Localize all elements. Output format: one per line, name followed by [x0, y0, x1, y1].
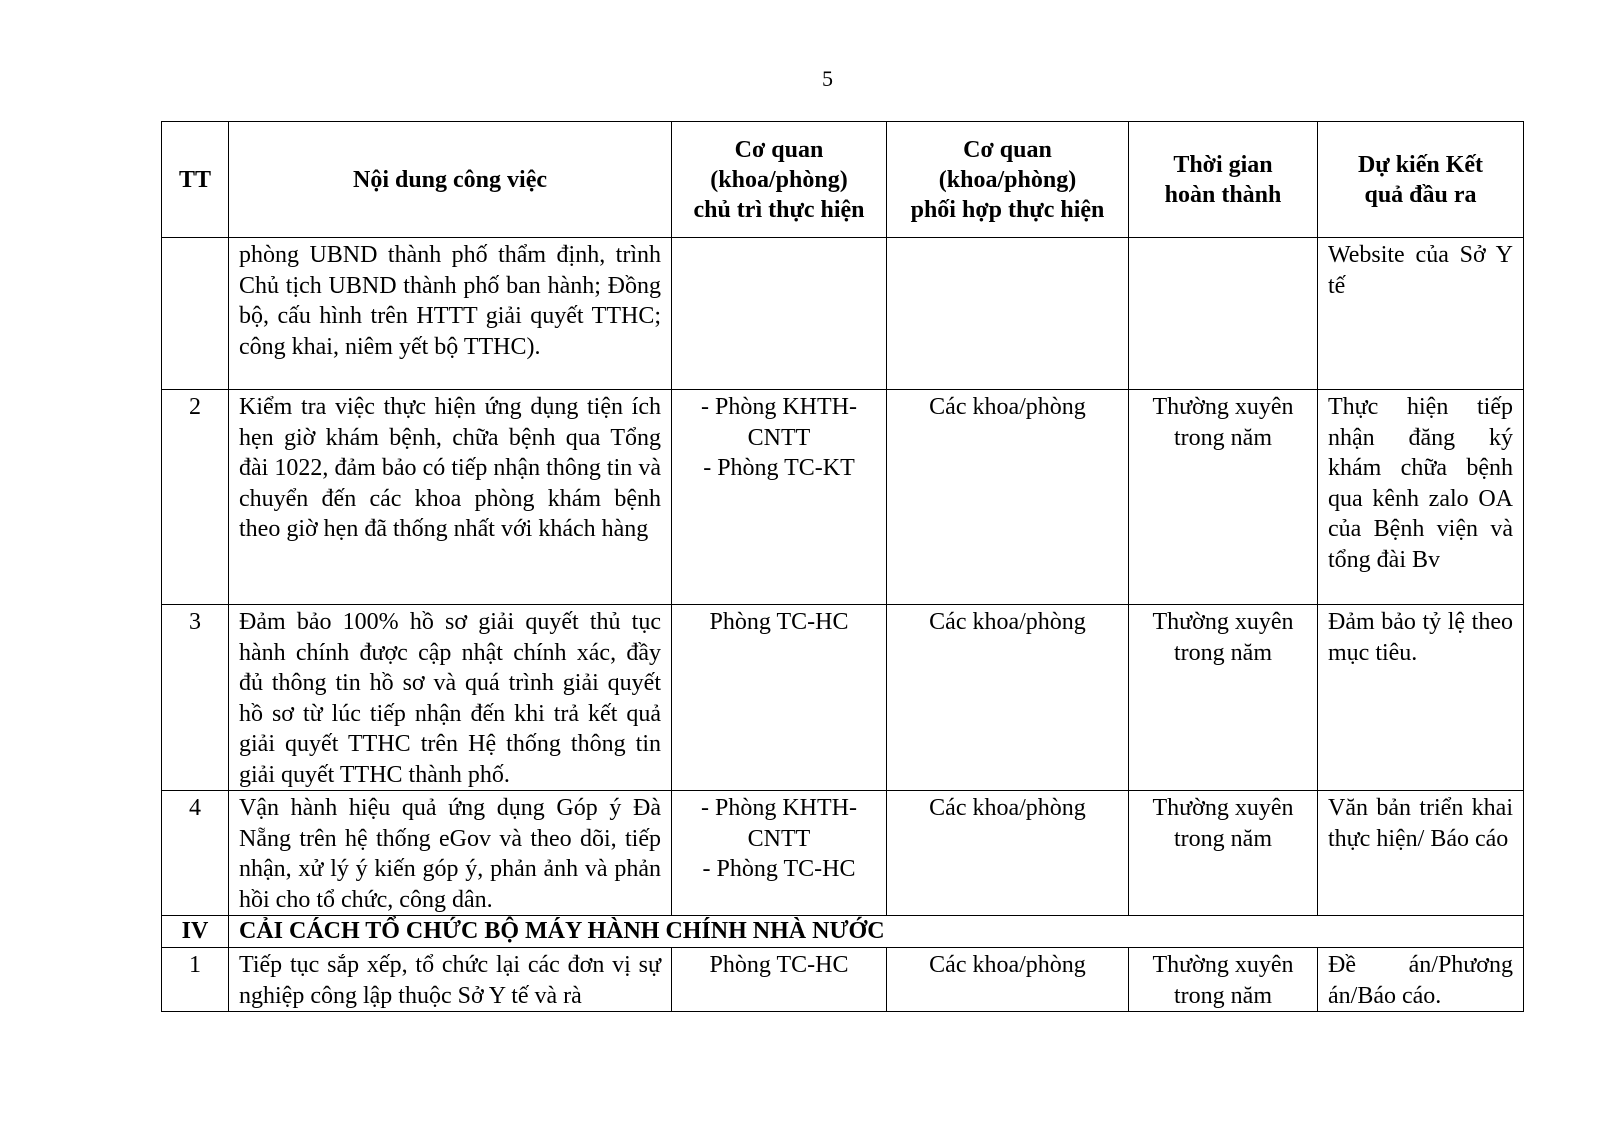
row-tt: 1	[162, 948, 229, 1012]
header-output: Dự kiến Kết quả đầu ra	[1318, 122, 1524, 238]
row-tt: 2	[162, 390, 229, 605]
table-row	[162, 605, 1524, 791]
row-coop-unit: Các khoa/phòng	[887, 390, 1129, 605]
row-output: Website của Sở Y tế	[1318, 238, 1524, 390]
header-lead-unit: Cơ quan (khoa/phòng) chủ trì thực hiện	[672, 122, 887, 238]
table-row	[162, 390, 1524, 605]
work-plan-table	[161, 121, 1524, 1012]
page-number: 5	[822, 66, 833, 91]
row-output: Đảm bảo tỷ lệ theo mục tiêu.	[1318, 605, 1524, 791]
row-coop-unit: Các khoa/phòng	[887, 791, 1129, 916]
section-title: CẢI CÁCH TỔ CHỨC BỘ MÁY HÀNH CHÍNH NHÀ NƯỚC	[229, 916, 1524, 948]
row-lead-unit: - Phòng KHTH- CNTT - Phòng TC-KT	[672, 390, 887, 605]
table-row	[162, 948, 1524, 1012]
row-tt: 3	[162, 605, 229, 791]
row-tt	[162, 238, 229, 390]
row-coop-unit	[887, 238, 1129, 390]
header-deadline: Thời gian hoàn thành	[1129, 122, 1318, 238]
row-content: Tiếp tục sắp xếp, tổ chức lại các đơn vị sự nghiệp công lập thuộc Sở Y tế và rà	[229, 948, 672, 1012]
row-output: Đề án/Phương án/Báo cáo.	[1318, 948, 1524, 1012]
row-content: Vận hành hiệu quả ứng dụng Góp ý Đà Nẵng trên hệ thống eGov và theo dõi, tiếp nhận, xử lý ý kiến góp ý, phản ảnh và phản hồi cho tổ chức, công dân.	[229, 791, 672, 916]
header-tt: TT	[162, 122, 229, 238]
row-lead-unit: Phòng TC-HC	[672, 605, 887, 791]
row-lead-unit: Phòng TC-HC	[672, 948, 887, 1012]
row-deadline: Thường xuyên trong năm	[1129, 948, 1318, 1012]
row-content: phòng UBND thành phố thẩm định, trình Chủ tịch UBND thành phố ban hành; Đồng bộ, cấu hình trên HTTT giải quyết TTHC; công khai, niêm yết bộ TTHC).	[229, 238, 672, 390]
header-coop-unit: Cơ quan (khoa/phòng) phối hợp thực hiện	[887, 122, 1129, 238]
row-deadline	[1129, 238, 1318, 390]
table-header-row	[162, 122, 1524, 238]
row-content: Kiểm tra việc thực hiện ứng dụng tiện ích hẹn giờ khám bệnh, chữa bệnh qua Tổng đài 1022, đảm bảo có tiếp nhận thông tin và chuyển đến các khoa phòng khám bệnh theo giờ hẹn đã thống nhất với khách hàng	[229, 390, 672, 605]
row-deadline: Thường xuyên trong năm	[1129, 390, 1318, 605]
row-lead-unit: - Phòng KHTH- CNTT - Phòng TC-HC	[672, 791, 887, 916]
row-tt: 4	[162, 791, 229, 916]
row-output: Văn bản triển khai thực hiện/ Báo cáo	[1318, 791, 1524, 916]
row-deadline: Thường xuyên trong năm	[1129, 605, 1318, 791]
row-coop-unit: Các khoa/phòng	[887, 605, 1129, 791]
row-lead-unit	[672, 238, 887, 390]
table-row	[162, 238, 1524, 390]
section-number: IV	[162, 916, 229, 948]
row-deadline: Thường xuyên trong năm	[1129, 791, 1318, 916]
row-content: Đảm bảo 100% hồ sơ giải quyết thủ tục hành chính được cập nhật chính xác, đầy đủ thông tin hồ sơ và quá trình giải quyết hồ sơ từ lúc tiếp nhận đến khi trả kết quả giải quyết TTHC trên Hệ thống thông tin giải quyết TTHC thành phố.	[229, 605, 672, 791]
row-coop-unit: Các khoa/phòng	[887, 948, 1129, 1012]
header-content: Nội dung công việc	[229, 122, 672, 238]
table-row	[162, 791, 1524, 916]
row-output: Thực hiện tiếp nhận đăng ký khám chữa bệnh qua kênh zalo OA của Bệnh viện và tổng đài Bv	[1318, 390, 1524, 605]
section-header-row	[162, 916, 1524, 948]
